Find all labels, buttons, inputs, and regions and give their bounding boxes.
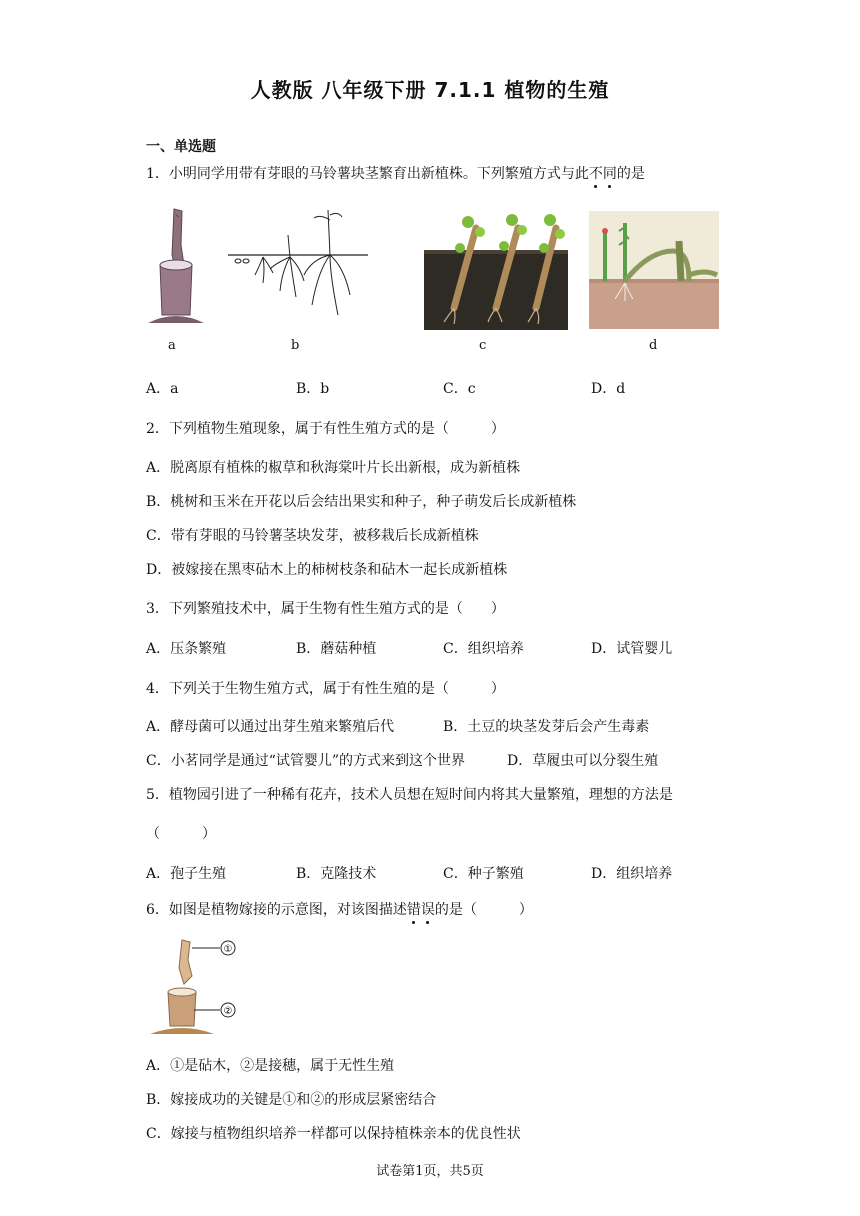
q2-option-d[interactable]: D．被嫁接在黑枣砧木上的柿树枝条和砧木一起长成新植株 bbox=[146, 562, 508, 578]
q1-stem-emph-2: 同 bbox=[602, 166, 617, 182]
q6-option-b[interactable]: B．嫁接成功的关键是①和②的形成层紧密结合 bbox=[146, 1092, 437, 1108]
q1-stem-pre: 1．小明同学用带有芽眼的马铃薯块茎繁育出新植株。下列繁殖方式与此 bbox=[146, 166, 589, 182]
q4-option-c[interactable]: C．小茗同学是通过“试管婴儿”的方式来到这个世界 bbox=[146, 753, 466, 769]
q4-stem: 4．下列关于生物生殖方式，属于有性生殖的是（ ） bbox=[146, 681, 505, 697]
q1-option-d[interactable]: D．d bbox=[591, 381, 626, 397]
q1-caption-d: d bbox=[649, 338, 658, 353]
q1-stem-post: 的是 bbox=[616, 166, 645, 182]
q3-option-a[interactable]: A．压条繁殖 bbox=[146, 641, 227, 657]
q1-figure-a bbox=[146, 205, 206, 330]
q6-stem bbox=[146, 899, 533, 919]
q1-option-c[interactable]: C．c bbox=[443, 381, 476, 397]
q1-caption-a: a bbox=[168, 338, 176, 353]
q1-stem bbox=[146, 163, 645, 183]
q6-stem-emph-1: 错 bbox=[406, 902, 421, 918]
q1-caption-c: c bbox=[479, 338, 487, 353]
q4-option-a[interactable]: A．酵母菌可以通过出芽生殖来繁殖后代 bbox=[146, 719, 395, 735]
q4-option-d[interactable]: D．草履虫可以分裂生殖 bbox=[507, 753, 659, 769]
section-heading: 一、单选题 bbox=[146, 139, 216, 155]
q1-stem-emph-1: 不 bbox=[588, 166, 603, 182]
q1-figure-b bbox=[228, 205, 368, 330]
q1-option-a[interactable]: A．a bbox=[146, 381, 179, 397]
q3-stem: 3．下列繁殖技术中，属于生物有性生殖方式的是（ ） bbox=[146, 601, 505, 617]
q6-stem-post: 的是（ ） bbox=[434, 902, 533, 918]
q2-option-c[interactable]: C．带有芽眼的马铃薯茎块发芽，被移栽后长成新植株 bbox=[146, 528, 479, 544]
q5-stem-paren: （ ） bbox=[146, 826, 216, 842]
q1-option-b[interactable]: B．b bbox=[296, 381, 330, 397]
q5-option-b[interactable]: B．克隆技术 bbox=[296, 866, 377, 882]
q5-stem: 5．植物园引进了一种稀有花卉，技术人员想在短时间内将其大量繁殖，理想的方法是 bbox=[146, 787, 673, 803]
q3-option-b[interactable]: B．蘑菇种植 bbox=[296, 641, 377, 657]
q4-option-b[interactable]: B．土豆的块茎发芽后会产生毒素 bbox=[443, 719, 650, 735]
q3-option-c[interactable]: C．组织培养 bbox=[443, 641, 524, 657]
q1-figure-c bbox=[424, 208, 568, 330]
page-footer: 试卷第1页，共5页 bbox=[376, 1164, 484, 1179]
q2-option-a[interactable]: A．脱离原有植株的椒草和秋海棠叶片长出新根，成为新植株 bbox=[146, 460, 521, 476]
q2-stem: 2．下列植物生殖现象，属于有性生殖方式的是（ ） bbox=[146, 421, 505, 437]
q1-figure-d bbox=[589, 211, 719, 329]
q6-option-a[interactable]: A．①是砧木，②是接穗，属于无性生殖 bbox=[146, 1058, 395, 1074]
q3-option-d[interactable]: D．试管婴儿 bbox=[591, 641, 673, 657]
q6-stem-pre: 6．如图是植物嫁接的示意图，对该图描述 bbox=[146, 902, 407, 918]
q6-option-c[interactable]: C．嫁接与植物组织培养一样都可以保持植株亲本的优良性状 bbox=[146, 1126, 521, 1142]
q5-option-d[interactable]: D．组织培养 bbox=[591, 866, 673, 882]
q5-option-a[interactable]: A．孢子生殖 bbox=[146, 866, 227, 882]
q1-caption-b: b bbox=[291, 338, 300, 353]
q6-grafting-figure bbox=[146, 936, 246, 1038]
q2-option-b[interactable]: B．桃树和玉米在开花以后会结出果实和种子，种子萌发后长成新植株 bbox=[146, 494, 577, 510]
q6-label-2: ② bbox=[223, 1006, 233, 1017]
q5-option-c[interactable]: C．种子繁殖 bbox=[443, 866, 524, 882]
q6-stem-emph-2: 误 bbox=[420, 902, 435, 918]
q6-label-1: ① bbox=[223, 944, 233, 955]
page-title: 人教版 八年级下册 7.1.1 植物的生殖 bbox=[250, 78, 610, 102]
